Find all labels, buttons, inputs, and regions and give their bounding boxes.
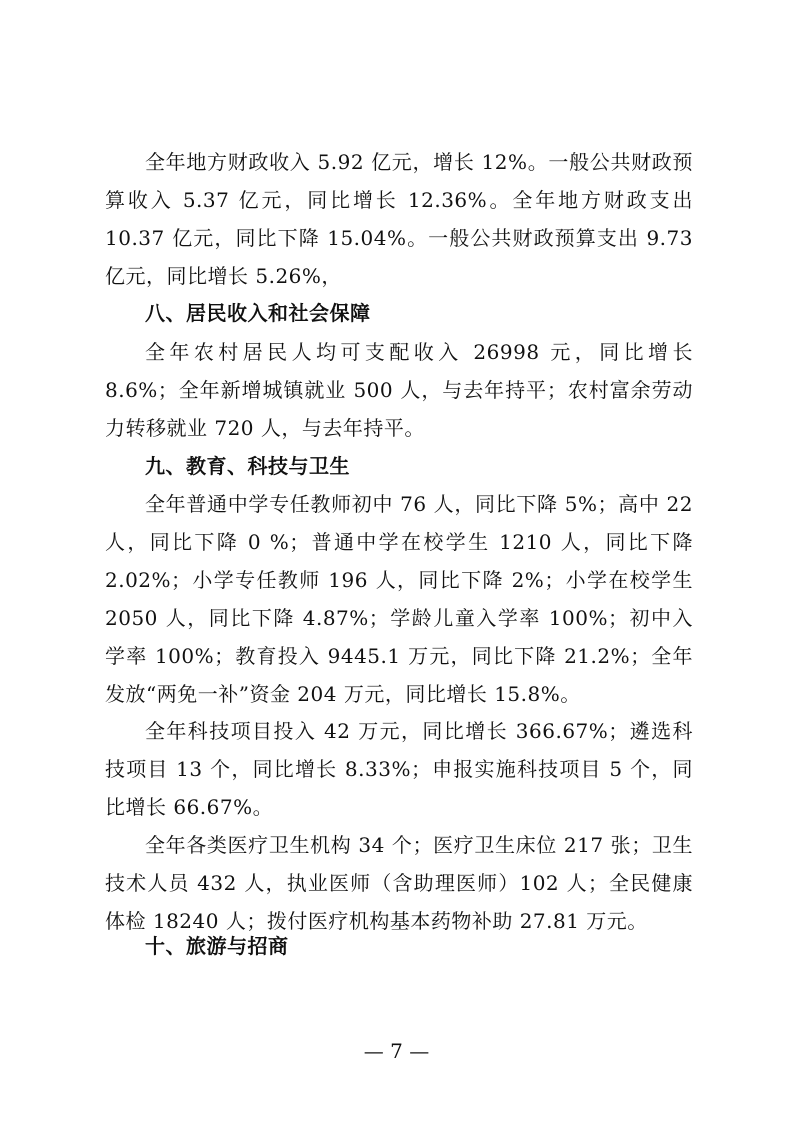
income-paragraph-block — [105, 333, 693, 447]
education-paragraph-block — [105, 485, 693, 713]
section-9-heading: 九、教育、科技与卫生 — [145, 454, 350, 478]
technology-paragraph: 全年科技项目投入 42 万元，同比增长 366.67%；遴选科技项目 13 个，同比增长 8.33%；申报实施科技项目 5 个，同比增长 66.67%。 — [105, 719, 693, 819]
health-paragraph-block — [105, 826, 693, 940]
education-paragraph: 全年普通中学专任教师初中 76 人，同比下降 5%；高中 22 人，同比下降 0 %；普通中学在校学生 1210 人，同比下降 2.02%；小学专任教师 196 人，同比下降 2%；小学在校学生 2050 人，同比下降 4.87%；学龄儿童入学率 100%；初中入学率 100%；教育投入 9445.1 万元，同比下降 21.2%；全年发放“两免一补”资金 204 万元，同比增长 15.8%。 — [105, 492, 693, 706]
health-paragraph: 全年各类医疗卫生机构 34 个；医疗卫生床位 217 张；卫生技术人员 432 人，执业医师（含助理医师）102 人；全民健康体检 18240 人；拨付医疗机构基本药物补助 27.81 万元。 — [105, 833, 693, 933]
fiscal-paragraph: 全年地方财政收入 5.92 亿元，增长 12%。一般公共财政预算收入 5.37 亿元，同比增长 12.36%。全年地方财政支出 10.37 亿元，同比下降 15.04%。一般公共财政预算支出 9.73 亿元，同比增长 5.26%， — [105, 150, 693, 288]
technology-paragraph-block — [105, 712, 693, 826]
section-8-heading: 八、居民收入和社会保障 — [145, 301, 371, 325]
page-number: — 7 — — [363, 1039, 430, 1063]
section-10-heading: 十、旅游与招商 — [145, 934, 289, 958]
income-paragraph: 全年农村居民人均可支配收入 26998 元，同比增长 8.6%；全年新增城镇就业 500 人，与去年持平；农村富余劳动力转移就业 720 人，与去年持平。 — [105, 340, 693, 440]
fiscal-paragraph-block — [105, 143, 693, 295]
